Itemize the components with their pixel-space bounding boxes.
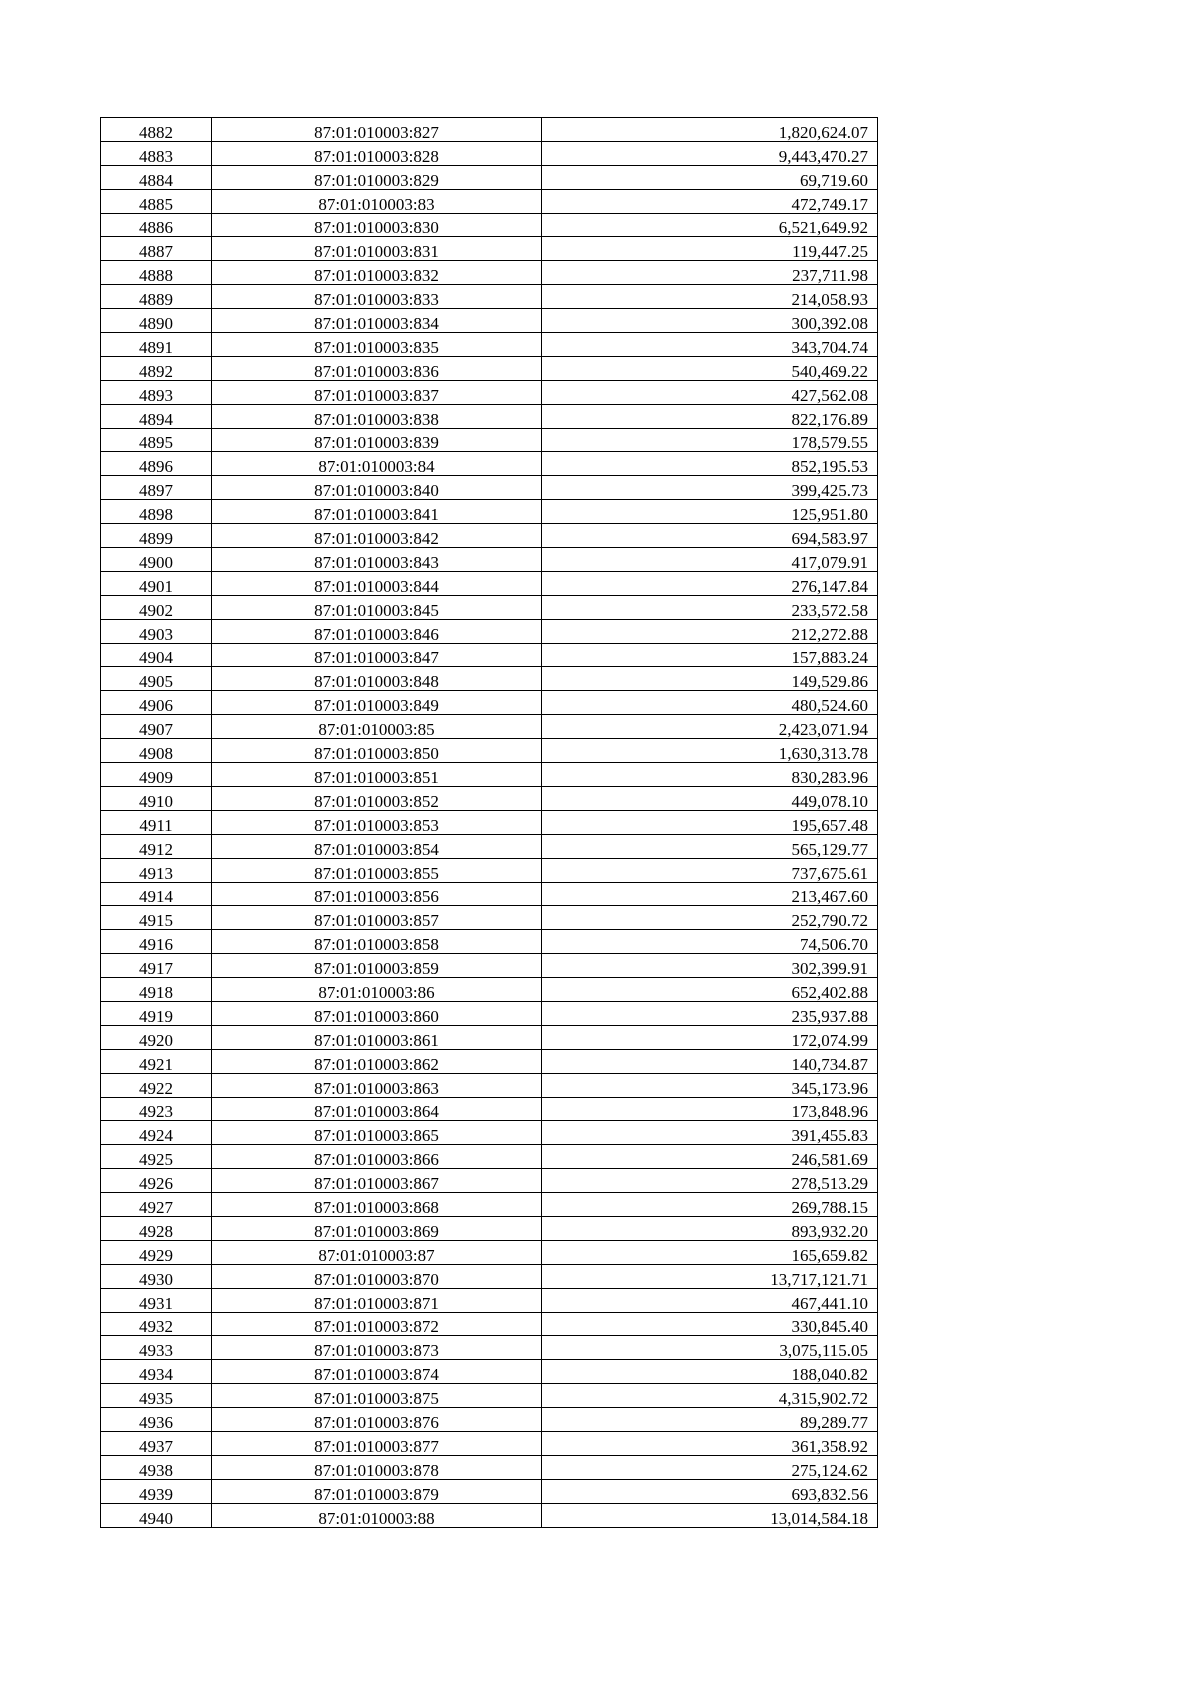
cadastral-number-cell: 87:01:010003:83 <box>212 189 542 213</box>
row-number-cell: 4884 <box>101 165 212 189</box>
cadastral-number-cell: 87:01:010003:86 <box>212 978 542 1002</box>
cadastral-value-cell: 417,079.91 <box>542 548 878 572</box>
cadastral-value-cell: 195,657.48 <box>542 810 878 834</box>
row-number-cell: 4891 <box>101 333 212 357</box>
row-number-cell: 4911 <box>101 810 212 834</box>
cadastral-value-cell: 213,467.60 <box>542 882 878 906</box>
row-number-cell: 4905 <box>101 667 212 691</box>
table-row <box>101 1001 878 1025</box>
row-number-cell: 4895 <box>101 428 212 452</box>
cadastral-value-cell: 74,506.70 <box>542 930 878 954</box>
cadastral-value-cell: 237,711.98 <box>542 261 878 285</box>
cadastral-number-cell: 87:01:010003:865 <box>212 1121 542 1145</box>
row-number-cell: 4924 <box>101 1121 212 1145</box>
cadastral-number-cell: 87:01:010003:841 <box>212 500 542 524</box>
cadastral-value-cell: 13,717,121.71 <box>542 1264 878 1288</box>
cadastral-number-cell: 87:01:010003:871 <box>212 1288 542 1312</box>
table-row <box>101 118 878 142</box>
table-row <box>101 1384 878 1408</box>
cadastral-number-cell: 87:01:010003:84 <box>212 452 542 476</box>
cadastral-number-cell: 87:01:010003:87 <box>212 1240 542 1264</box>
cadastral-value-cell: 427,562.08 <box>542 380 878 404</box>
table-row <box>101 261 878 285</box>
cadastral-number-cell: 87:01:010003:837 <box>212 380 542 404</box>
cadastral-number-cell: 87:01:010003:862 <box>212 1049 542 1073</box>
cadastral-value-cell: 172,074.99 <box>542 1025 878 1049</box>
cadastral-value-cell: 275,124.62 <box>542 1455 878 1479</box>
table-row <box>101 739 878 763</box>
row-number-cell: 4892 <box>101 356 212 380</box>
cadastral-number-cell: 87:01:010003:833 <box>212 285 542 309</box>
table-row <box>101 333 878 357</box>
table-row <box>101 1193 878 1217</box>
table-row <box>101 165 878 189</box>
cadastral-number-cell: 87:01:010003:857 <box>212 906 542 930</box>
table-row <box>101 404 878 428</box>
row-number-cell: 4901 <box>101 571 212 595</box>
cadastral-number-cell: 87:01:010003:831 <box>212 237 542 261</box>
cadastral-value-cell: 212,272.88 <box>542 619 878 643</box>
row-number-cell: 4933 <box>101 1336 212 1360</box>
cadastral-value-cell: 2,423,071.94 <box>542 715 878 739</box>
row-number-cell: 4935 <box>101 1384 212 1408</box>
row-number-cell: 4936 <box>101 1408 212 1432</box>
table-row <box>101 1097 878 1121</box>
cadastral-value-cell: 269,788.15 <box>542 1193 878 1217</box>
cadastral-value-cell: 246,581.69 <box>542 1145 878 1169</box>
row-number-cell: 4889 <box>101 285 212 309</box>
cadastral-number-cell: 87:01:010003:878 <box>212 1455 542 1479</box>
cadastral-value-cell: 89,289.77 <box>542 1408 878 1432</box>
table-row <box>101 858 878 882</box>
cadastral-number-cell: 87:01:010003:853 <box>212 810 542 834</box>
cadastral-value-cell: 361,358.92 <box>542 1431 878 1455</box>
table-row <box>101 691 878 715</box>
cadastral-value-cell: 188,040.82 <box>542 1360 878 1384</box>
table-row <box>101 1216 878 1240</box>
row-number-cell: 4932 <box>101 1312 212 1336</box>
row-number-cell: 4921 <box>101 1049 212 1073</box>
table-row <box>101 1264 878 1288</box>
table-row <box>101 189 878 213</box>
table-row <box>101 595 878 619</box>
cadastral-value-cell: 391,455.83 <box>542 1121 878 1145</box>
cadastral-number-cell: 87:01:010003:848 <box>212 667 542 691</box>
cadastral-value-cell: 822,176.89 <box>542 404 878 428</box>
cadastral-value-cell: 399,425.73 <box>542 476 878 500</box>
table-row <box>101 237 878 261</box>
cadastral-value-cell: 449,078.10 <box>542 786 878 810</box>
cadastral-number-cell: 87:01:010003:840 <box>212 476 542 500</box>
cadastral-number-cell: 87:01:010003:88 <box>212 1503 542 1527</box>
row-number-cell: 4938 <box>101 1455 212 1479</box>
cadastral-number-cell: 87:01:010003:827 <box>212 118 542 142</box>
cadastral-number-cell: 87:01:010003:830 <box>212 213 542 237</box>
cadastral-value-cell: 157,883.24 <box>542 643 878 667</box>
cadastral-value-cell: 3,075,115.05 <box>542 1336 878 1360</box>
cadastral-number-cell: 87:01:010003:850 <box>212 739 542 763</box>
cadastral-number-cell: 87:01:010003:842 <box>212 524 542 548</box>
table-row <box>101 452 878 476</box>
table-row <box>101 834 878 858</box>
cadastral-value-cell: 472,749.17 <box>542 189 878 213</box>
table-row <box>101 1336 878 1360</box>
cadastral-value-cell: 119,447.25 <box>542 237 878 261</box>
table-row <box>101 1025 878 1049</box>
cadastral-value-cell: 173,848.96 <box>542 1097 878 1121</box>
row-number-cell: 4928 <box>101 1216 212 1240</box>
table-row <box>101 810 878 834</box>
table-row <box>101 619 878 643</box>
table-row <box>101 428 878 452</box>
row-number-cell: 4937 <box>101 1431 212 1455</box>
cadastral-number-cell: 87:01:010003:849 <box>212 691 542 715</box>
table-row <box>101 141 878 165</box>
cadastral-number-cell: 87:01:010003:847 <box>212 643 542 667</box>
row-number-cell: 4917 <box>101 954 212 978</box>
row-number-cell: 4923 <box>101 1097 212 1121</box>
cadastral-value-cell: 1,630,313.78 <box>542 739 878 763</box>
cadastral-value-cell: 4,315,902.72 <box>542 1384 878 1408</box>
table-row <box>101 1455 878 1479</box>
table-row <box>101 571 878 595</box>
cadastral-number-cell: 87:01:010003:867 <box>212 1169 542 1193</box>
cadastral-number-cell: 87:01:010003:879 <box>212 1479 542 1503</box>
row-number-cell: 4910 <box>101 786 212 810</box>
table-row <box>101 1288 878 1312</box>
cadastral-number-cell: 87:01:010003:869 <box>212 1216 542 1240</box>
cadastral-value-cell: 233,572.58 <box>542 595 878 619</box>
cadastral-number-cell: 87:01:010003:835 <box>212 333 542 357</box>
table-row <box>101 715 878 739</box>
cadastral-value-cell: 140,734.87 <box>542 1049 878 1073</box>
cadastral-number-cell: 87:01:010003:85 <box>212 715 542 739</box>
row-number-cell: 4934 <box>101 1360 212 1384</box>
cadastral-value-cell: 278,513.29 <box>542 1169 878 1193</box>
row-number-cell: 4893 <box>101 380 212 404</box>
cadastral-value-cell: 165,659.82 <box>542 1240 878 1264</box>
row-number-cell: 4882 <box>101 118 212 142</box>
cadastral-number-cell: 87:01:010003:832 <box>212 261 542 285</box>
cadastral-number-cell: 87:01:010003:870 <box>212 1264 542 1288</box>
row-number-cell: 4890 <box>101 309 212 333</box>
cadastral-value-cell: 345,173.96 <box>542 1073 878 1097</box>
table-row <box>101 1049 878 1073</box>
cadastral-value-cell: 178,579.55 <box>542 428 878 452</box>
cadastral-value-cell: 9,443,470.27 <box>542 141 878 165</box>
table-row <box>101 1240 878 1264</box>
table-row <box>101 786 878 810</box>
row-number-cell: 4908 <box>101 739 212 763</box>
cadastral-value-cell: 330,845.40 <box>542 1312 878 1336</box>
table-row <box>101 1121 878 1145</box>
row-number-cell: 4940 <box>101 1503 212 1527</box>
cadastral-number-cell: 87:01:010003:861 <box>212 1025 542 1049</box>
row-number-cell: 4927 <box>101 1193 212 1217</box>
table-row <box>101 476 878 500</box>
cadastral-value-cell: 693,832.56 <box>542 1479 878 1503</box>
cadastral-number-cell: 87:01:010003:875 <box>212 1384 542 1408</box>
cadastral-value-cell: 69,719.60 <box>542 165 878 189</box>
row-number-cell: 4913 <box>101 858 212 882</box>
cadastral-value-cell: 276,147.84 <box>542 571 878 595</box>
table-row <box>101 285 878 309</box>
row-number-cell: 4898 <box>101 500 212 524</box>
cadastral-value-cell: 830,283.96 <box>542 763 878 787</box>
table-row <box>101 1479 878 1503</box>
cadastral-value-cell: 1,820,624.07 <box>542 118 878 142</box>
cadastral-number-cell: 87:01:010003:839 <box>212 428 542 452</box>
table-row <box>101 1312 878 1336</box>
cadastral-value-cell: 252,790.72 <box>542 906 878 930</box>
row-number-cell: 4919 <box>101 1001 212 1025</box>
row-number-cell: 4888 <box>101 261 212 285</box>
table-row <box>101 548 878 572</box>
row-number-cell: 4883 <box>101 141 212 165</box>
cadastral-number-cell: 87:01:010003:859 <box>212 954 542 978</box>
cadastral-value-cell: 125,951.80 <box>542 500 878 524</box>
table-row <box>101 213 878 237</box>
row-number-cell: 4900 <box>101 548 212 572</box>
row-number-cell: 4894 <box>101 404 212 428</box>
cadastral-value-cell: 149,529.86 <box>542 667 878 691</box>
row-number-cell: 4918 <box>101 978 212 1002</box>
cadastral-value-cell: 343,704.74 <box>542 333 878 357</box>
cadastral-value-cell: 565,129.77 <box>542 834 878 858</box>
cadastral-number-cell: 87:01:010003:872 <box>212 1312 542 1336</box>
cadastral-value-cell: 737,675.61 <box>542 858 878 882</box>
cadastral-value-cell: 540,469.22 <box>542 356 878 380</box>
table-row <box>101 1431 878 1455</box>
cadastral-number-cell: 87:01:010003:851 <box>212 763 542 787</box>
row-number-cell: 4909 <box>101 763 212 787</box>
row-number-cell: 4930 <box>101 1264 212 1288</box>
cadastral-value-cell: 652,402.88 <box>542 978 878 1002</box>
cadastral-number-cell: 87:01:010003:860 <box>212 1001 542 1025</box>
cadastral-number-cell: 87:01:010003:858 <box>212 930 542 954</box>
row-number-cell: 4915 <box>101 906 212 930</box>
row-number-cell: 4939 <box>101 1479 212 1503</box>
cadastral-number-cell: 87:01:010003:852 <box>212 786 542 810</box>
cadastral-value-cell: 302,399.91 <box>542 954 878 978</box>
cadastral-value-cell: 300,392.08 <box>542 309 878 333</box>
cadastral-value-cell: 13,014,584.18 <box>542 1503 878 1527</box>
row-number-cell: 4886 <box>101 213 212 237</box>
table-row <box>101 1503 878 1527</box>
row-number-cell: 4912 <box>101 834 212 858</box>
cadastral-value-cell: 6,521,649.92 <box>542 213 878 237</box>
table-row <box>101 882 878 906</box>
table-row <box>101 1408 878 1432</box>
row-number-cell: 4885 <box>101 189 212 213</box>
row-number-cell: 4899 <box>101 524 212 548</box>
cadastral-value-cell: 694,583.97 <box>542 524 878 548</box>
cadastral-value-cell: 480,524.60 <box>542 691 878 715</box>
table-row <box>101 500 878 524</box>
cadastral-value-table <box>100 117 878 1528</box>
table-body <box>101 118 878 1528</box>
table-row <box>101 356 878 380</box>
cadastral-number-cell: 87:01:010003:856 <box>212 882 542 906</box>
table-row <box>101 309 878 333</box>
table-row <box>101 667 878 691</box>
cadastral-number-cell: 87:01:010003:836 <box>212 356 542 380</box>
cadastral-number-cell: 87:01:010003:874 <box>212 1360 542 1384</box>
cadastral-number-cell: 87:01:010003:846 <box>212 619 542 643</box>
row-number-cell: 4897 <box>101 476 212 500</box>
row-number-cell: 4916 <box>101 930 212 954</box>
row-number-cell: 4920 <box>101 1025 212 1049</box>
row-number-cell: 4896 <box>101 452 212 476</box>
row-number-cell: 4931 <box>101 1288 212 1312</box>
cadastral-value-cell: 467,441.10 <box>542 1288 878 1312</box>
table-row <box>101 954 878 978</box>
cadastral-value-cell: 235,937.88 <box>542 1001 878 1025</box>
table-row <box>101 930 878 954</box>
table-row <box>101 763 878 787</box>
table-row <box>101 1073 878 1097</box>
table-row <box>101 906 878 930</box>
cadastral-number-cell: 87:01:010003:863 <box>212 1073 542 1097</box>
cadastral-number-cell: 87:01:010003:855 <box>212 858 542 882</box>
cadastral-number-cell: 87:01:010003:838 <box>212 404 542 428</box>
cadastral-number-cell: 87:01:010003:868 <box>212 1193 542 1217</box>
row-number-cell: 4906 <box>101 691 212 715</box>
cadastral-number-cell: 87:01:010003:828 <box>212 141 542 165</box>
table-row <box>101 643 878 667</box>
table-row <box>101 380 878 404</box>
row-number-cell: 4904 <box>101 643 212 667</box>
cadastral-value-cell: 893,932.20 <box>542 1216 878 1240</box>
table-row <box>101 1360 878 1384</box>
row-number-cell: 4887 <box>101 237 212 261</box>
row-number-cell: 4902 <box>101 595 212 619</box>
table-row <box>101 978 878 1002</box>
cadastral-number-cell: 87:01:010003:829 <box>212 165 542 189</box>
table-row <box>101 1169 878 1193</box>
cadastral-value-cell: 214,058.93 <box>542 285 878 309</box>
row-number-cell: 4922 <box>101 1073 212 1097</box>
row-number-cell: 4903 <box>101 619 212 643</box>
cadastral-number-cell: 87:01:010003:854 <box>212 834 542 858</box>
row-number-cell: 4914 <box>101 882 212 906</box>
row-number-cell: 4929 <box>101 1240 212 1264</box>
row-number-cell: 4907 <box>101 715 212 739</box>
table-row <box>101 1145 878 1169</box>
table-row <box>101 524 878 548</box>
cadastral-number-cell: 87:01:010003:873 <box>212 1336 542 1360</box>
cadastral-number-cell: 87:01:010003:876 <box>212 1408 542 1432</box>
cadastral-number-cell: 87:01:010003:845 <box>212 595 542 619</box>
cadastral-number-cell: 87:01:010003:866 <box>212 1145 542 1169</box>
cadastral-value-cell: 852,195.53 <box>542 452 878 476</box>
cadastral-number-cell: 87:01:010003:843 <box>212 548 542 572</box>
cadastral-number-cell: 87:01:010003:844 <box>212 571 542 595</box>
cadastral-number-cell: 87:01:010003:834 <box>212 309 542 333</box>
row-number-cell: 4926 <box>101 1169 212 1193</box>
cadastral-number-cell: 87:01:010003:864 <box>212 1097 542 1121</box>
cadastral-number-cell: 87:01:010003:877 <box>212 1431 542 1455</box>
row-number-cell: 4925 <box>101 1145 212 1169</box>
